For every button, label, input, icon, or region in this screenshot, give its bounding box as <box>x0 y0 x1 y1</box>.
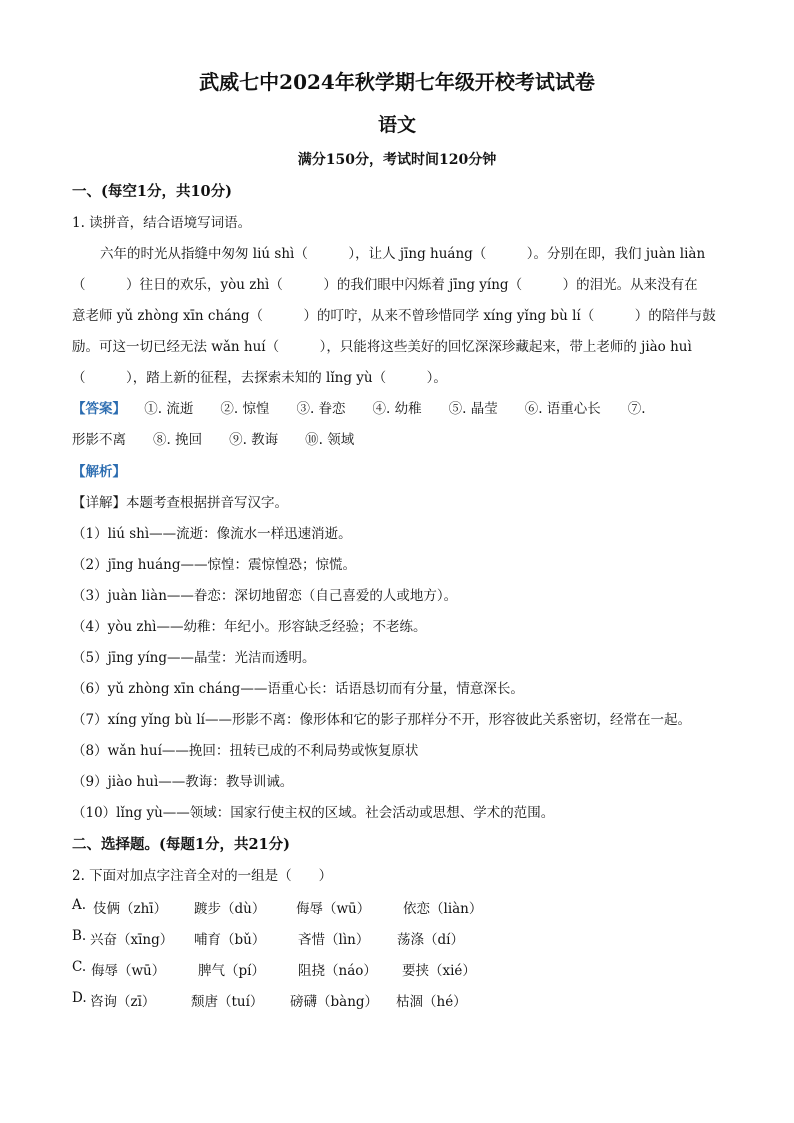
option-item: 枯涸（hé） <box>396 994 467 1010</box>
option-item: 荡涤（dí） <box>397 932 464 948</box>
explanation-line: （4）yòu zhì——幼稚：年纪小。形容缺乏经验；不老练。 <box>72 619 427 635</box>
explanation-line: （7）xíng yǐng bù lí——形影不离：像形体和它的影子那样分不开，形容彼此关系密切，经常在一起。 <box>72 712 691 728</box>
answer-tag: 【答案】 <box>72 401 126 417</box>
explanation-line: （5）jīng yíng——晶莹：光洁而透明。 <box>72 650 316 666</box>
passage-line: （ ）往日的欢乐，yòu zhì（ ）的我们眼中闪烁着 jīng yíng（ ）的泪光。从来没有在 <box>72 277 698 293</box>
explanation-line: （2）jīng huáng——惊惶：震惊惶恐；惊慌。 <box>72 557 356 573</box>
question-1: 1. 读拼音，结合语境写词语。 <box>72 215 252 231</box>
answer-row <box>72 399 646 419</box>
option-item: 依恋（liàn） <box>403 901 483 917</box>
explanation-line: （9）jiào huì——教诲：教导训诫。 <box>72 774 294 790</box>
answer-text: ①. 流逝 ②. 惊惶 ③. 眷恋 ④. 幼稚 ⑤. 晶莹 ⑥. 语重心长 ⑦. <box>144 401 646 417</box>
option-d[interactable] <box>0 990 794 1012</box>
option-c[interactable] <box>0 959 794 981</box>
explanation-line: （10）lǐng yù——领域：国家行使主权的区域。社会活动或思想、学术的范围。 <box>72 805 555 821</box>
explanation-line: （6）yǔ zhòng xīn cháng——语重心长：话语恳切而有分量，情意深长。 <box>72 681 524 697</box>
explanation-line: （3）juàn liàn——眷恋：深切地留恋（自己喜爱的人或地方）。 <box>72 588 458 604</box>
option-item: 吝惜（lìn） <box>298 932 370 948</box>
passage-line: 励。可这一切已经无法 wǎn huí（ ），只能将这些美好的回忆深深珍藏起来，带上老师的 jiào huì <box>72 339 692 355</box>
subject-title: 语文 <box>377 114 416 136</box>
answer-row-continued: 形影不离 ⑧. 挽回 ⑨. 教诲 ⑩. 领域 <box>72 432 355 448</box>
option-item: 伎俩（zhī） <box>93 901 168 917</box>
option-item: 脾气（pí） <box>198 963 265 979</box>
detail-line: 【详解】本题考查根据拼音写汉字。 <box>72 495 288 511</box>
option-a[interactable] <box>0 897 794 919</box>
option-item: 要挟（xié） <box>402 963 476 979</box>
explanation-line: （8）wǎn huí——挽回：扭转已成的不利局势或恢复原状 <box>72 743 419 759</box>
question-2: 2. 下面对加点字注音全对的一组是（ ） <box>72 868 333 884</box>
option-item: 侮辱（wū） <box>296 901 371 917</box>
explanation-line: （1）liú shì——流逝：像流水一样迅速消逝。 <box>72 526 352 542</box>
option-label: D. <box>72 990 87 1006</box>
option-label: B. <box>72 928 87 944</box>
option-item: 哺育（bǔ） <box>194 932 266 948</box>
option-item: 阻挠（náo） <box>298 963 377 979</box>
option-item: 咨询（zī） <box>90 994 156 1010</box>
option-label: C. <box>72 959 87 975</box>
section1-heading: 一、(每空1分，共10分) <box>72 183 232 200</box>
option-label: A. <box>72 897 87 913</box>
passage-line: （ ），踏上新的征程，去探索未知的 lǐng yù（ ）。 <box>72 370 447 386</box>
option-item: 踱步（dù） <box>194 901 266 917</box>
exam-meta: 满分150分，考试时间120分钟 <box>297 152 497 168</box>
exam-title: 武威七中2024年秋学期七年级开校考试试卷 <box>199 70 595 94</box>
option-item: 兴奋（xīng） <box>90 932 174 948</box>
passage-line: 六年的时光从指缝中匆匆 liú shì（ ），让人 jīng huáng（ ）。分别在即，我们 juàn liàn <box>100 246 706 262</box>
analysis-tag: 【解析】 <box>72 464 126 480</box>
section2-heading: 二、选择题。(每题1分，共21分) <box>72 836 290 853</box>
option-item: 颓唐（tuí） <box>191 994 264 1010</box>
option-item: 磅礴（bàng） <box>290 994 379 1010</box>
option-item: 侮辱（wū） <box>91 963 166 979</box>
option-b[interactable] <box>0 928 794 950</box>
passage-line: 意老师 yǔ zhòng xīn cháng（ ）的叮咛，从来不曾珍惜同学 xíng yǐng bù lí（ ）的陪伴与鼓 <box>72 308 716 324</box>
